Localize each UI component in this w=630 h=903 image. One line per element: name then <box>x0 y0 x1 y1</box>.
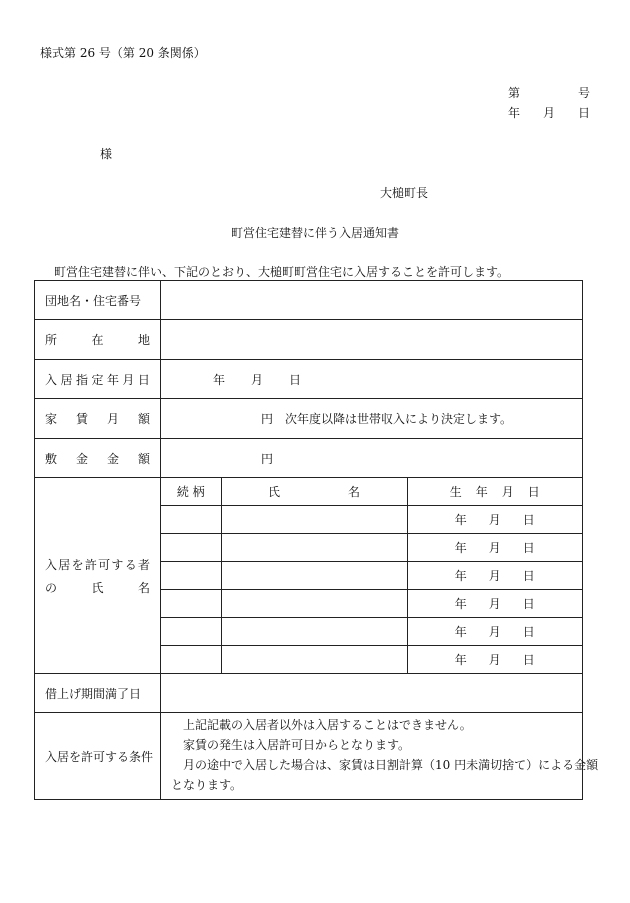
condition-line: 家賃の発生は入居許可日からとなります。 <box>183 738 411 752</box>
doc-number-prefix: 第 <box>508 86 521 100</box>
resident-relation[interactable] <box>161 590 221 618</box>
move-in-year: 年 <box>213 372 226 387</box>
doc-date-month: 月 <box>543 106 556 120</box>
resident-row <box>161 562 582 590</box>
row-conditions <box>35 713 583 800</box>
row-residents <box>35 478 583 674</box>
issuer: 大槌町長 <box>380 186 429 200</box>
resident-birthdate[interactable]: 年 月 日 <box>407 590 582 618</box>
row-move-in-date <box>35 360 583 399</box>
resident-birthdate[interactable]: 年 月 日 <box>407 562 582 590</box>
resident-name[interactable] <box>221 534 407 562</box>
lease-end-label: 借上げ期間満了日 <box>35 674 161 713</box>
move-in-date-label: 入 居 指 定 年 月 日 <box>35 360 161 399</box>
deposit-value[interactable] <box>161 439 583 478</box>
move-in-month: 月 <box>251 372 264 387</box>
resident-relation[interactable] <box>161 646 221 674</box>
resident-birthdate[interactable]: 年 月 日 <box>407 534 582 562</box>
condition-line: 上記記載の入居者以外は入居することはできません。 <box>183 718 472 732</box>
move-in-date-value[interactable] <box>161 360 583 399</box>
condition-line: となります。 <box>171 778 243 792</box>
rent-label: 家 賃 月 額 <box>35 399 161 439</box>
resident-relation[interactable] <box>161 618 221 646</box>
location-value[interactable] <box>161 320 583 360</box>
move-in-day: 日 <box>289 372 302 387</box>
condition-line: 月の途中で入居した場合は、家賃は日割計算（10 円未満切捨て）による金額 <box>183 758 599 772</box>
resident-row <box>161 534 582 562</box>
complex-value[interactable] <box>161 281 583 320</box>
form-id: 様式第 26 号（第 20 条関係） <box>40 46 206 60</box>
page-title: 町営住宅建替に伴う入居通知書 <box>230 226 399 240</box>
resident-name[interactable] <box>221 562 407 590</box>
resident-relation[interactable] <box>161 534 221 562</box>
resident-row <box>161 590 582 618</box>
lease-end-value[interactable] <box>161 674 583 713</box>
rent-note: 次年度以降は世帯収入により決定します。 <box>285 412 513 426</box>
resident-birthdate[interactable]: 年 月 日 <box>407 646 582 674</box>
notice-table <box>34 280 599 800</box>
row-complex <box>35 281 583 320</box>
resident-name[interactable] <box>221 590 407 618</box>
complex-label: 団地名・住宅番号 <box>35 281 161 320</box>
resident-name[interactable] <box>221 646 407 674</box>
residents-header <box>161 478 582 506</box>
row-deposit <box>35 439 583 478</box>
doc-number-suffix: 号 <box>578 86 591 100</box>
intro-text: 町営住宅建替に伴い、下記のとおり、大槌町町営住宅に入居することを許可します。 <box>54 265 510 279</box>
resident-relation[interactable] <box>161 506 221 534</box>
deposit-label: 敷 金 金 額 <box>35 439 161 478</box>
row-location <box>35 320 583 360</box>
doc-date-day: 日 <box>578 106 591 120</box>
conditions-label: 入居を許可する条件 <box>35 713 161 800</box>
birth-header: 生 年 月 日 <box>407 478 582 506</box>
resident-name[interactable] <box>221 618 407 646</box>
name-header: 氏 名 <box>221 478 407 506</box>
residents-grid-cell <box>161 478 583 674</box>
resident-birthdate[interactable]: 年 月 日 <box>407 618 582 646</box>
resident-relation[interactable] <box>161 562 221 590</box>
recipient-honorific: 様 <box>100 147 113 161</box>
location-label: 所 在 地 <box>35 320 161 360</box>
relation-header: 続 柄 <box>161 478 221 506</box>
rent-value[interactable] <box>161 399 583 439</box>
resident-row <box>161 506 582 534</box>
conditions-value <box>161 713 599 800</box>
rent-yen: 円 <box>261 412 274 426</box>
doc-date-year: 年 <box>508 106 521 120</box>
residents-grid <box>161 478 582 673</box>
residents-label: 入 居 を 許 可 す る 者 の 氏 名 <box>35 478 161 674</box>
resident-name[interactable] <box>221 506 407 534</box>
resident-row <box>161 618 582 646</box>
resident-row <box>161 646 582 674</box>
deposit-yen: 円 <box>261 451 274 466</box>
row-rent <box>35 399 583 439</box>
row-lease-end <box>35 674 583 713</box>
resident-birthdate[interactable]: 年 月 日 <box>407 506 582 534</box>
